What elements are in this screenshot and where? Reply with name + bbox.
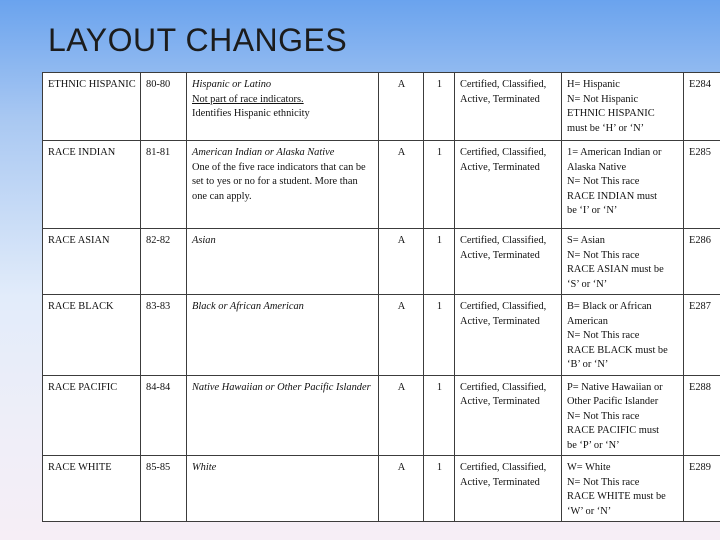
length-cell: 1 bbox=[424, 295, 455, 376]
description-title: Native Hawaiian or Other Pacific Islander bbox=[192, 381, 371, 393]
type-cell: A bbox=[379, 375, 424, 456]
value-line: ‘W’ or ‘N’ bbox=[567, 505, 612, 517]
value-line: ETHNIC HISPANIC bbox=[567, 108, 655, 119]
description-note: One of the five race indicators that can be set to yes or no for a student. More than one can apply. bbox=[192, 161, 366, 202]
length-cell: 1 bbox=[424, 229, 455, 295]
value-line: ‘B’ or ‘N’ bbox=[567, 359, 609, 370]
length-cell: 1 bbox=[424, 375, 455, 456]
error-code-cell: E289 bbox=[684, 456, 720, 522]
type-cell: A bbox=[379, 229, 424, 295]
type-cell: A bbox=[379, 295, 424, 376]
value-line: American bbox=[567, 315, 608, 327]
table-row bbox=[43, 141, 720, 229]
type-cell: A bbox=[379, 73, 424, 141]
values-cell bbox=[562, 73, 684, 141]
field-name-cell: RACE WHITE bbox=[43, 456, 141, 522]
value-line: must be ‘H’ or ‘N’ bbox=[567, 122, 645, 134]
value-line: Alaska Native bbox=[567, 161, 627, 173]
value-line: RACE PACIFIC must bbox=[567, 425, 660, 436]
status-cell: Certified, Classified, Active, Terminated bbox=[455, 229, 562, 295]
description-title: White bbox=[192, 462, 217, 473]
values-cell bbox=[562, 229, 684, 295]
description-cell bbox=[187, 73, 379, 141]
error-code-cell: E284 bbox=[684, 73, 720, 141]
value-line: N= Not Hispanic bbox=[567, 93, 639, 105]
length-cell: 1 bbox=[424, 141, 455, 229]
page-title: LAYOUT CHANGES bbox=[48, 22, 348, 58]
length-cell: 1 bbox=[424, 456, 455, 522]
table-row bbox=[43, 375, 720, 456]
value-line: RACE WHITE must be bbox=[567, 491, 666, 502]
position-cell: 83-83 bbox=[141, 295, 187, 376]
position-cell: 84-84 bbox=[141, 375, 187, 456]
status-cell: Certified, Classified, Active, Terminated bbox=[455, 375, 562, 456]
value-line: P= Native Hawaiian or bbox=[567, 381, 663, 393]
layout-table bbox=[42, 72, 720, 522]
values-cell bbox=[562, 375, 684, 456]
position-cell: 82-82 bbox=[141, 229, 187, 295]
value-line: N= Not This race bbox=[567, 249, 640, 261]
values-cell bbox=[562, 141, 684, 229]
value-line: N= Not This race bbox=[567, 176, 640, 187]
value-line: 1= American Indian or bbox=[567, 147, 662, 158]
value-line: N= Not This race bbox=[567, 476, 640, 488]
position-cell: 81-81 bbox=[141, 141, 187, 229]
description-cell bbox=[187, 456, 379, 522]
description-cell bbox=[187, 141, 379, 229]
field-name-cell: ETHNIC HISPANIC bbox=[43, 73, 141, 141]
values-cell bbox=[562, 456, 684, 522]
description-title: American Indian or Alaska Native bbox=[192, 147, 335, 158]
description-cell bbox=[187, 229, 379, 295]
value-line: RACE BLACK must be bbox=[567, 344, 668, 356]
status-cell: Certified, Classified, Active, Terminated bbox=[455, 73, 562, 141]
position-cell: 85-85 bbox=[141, 456, 187, 522]
type-cell: A bbox=[379, 141, 424, 229]
position-cell: 80-80 bbox=[141, 73, 187, 141]
value-line: be ‘P’ or ‘N’ bbox=[567, 439, 620, 451]
type-cell: A bbox=[379, 456, 424, 522]
status-cell: Certified, Classified, Active, Terminated bbox=[455, 456, 562, 522]
status-cell: Certified, Classified, Active, Terminated bbox=[455, 141, 562, 229]
description-note: Not part of race indicators. bbox=[192, 93, 304, 105]
field-name-cell: RACE BLACK bbox=[43, 295, 141, 376]
value-line: ‘S’ or ‘N’ bbox=[567, 278, 608, 290]
field-name-cell: RACE ASIAN bbox=[43, 229, 141, 295]
description-cell bbox=[187, 295, 379, 376]
value-line: W= White bbox=[567, 462, 611, 473]
value-line: N= Not This race bbox=[567, 410, 640, 422]
value-line: RACE INDIAN must bbox=[567, 190, 658, 202]
description-detail: Identifies Hispanic ethnicity bbox=[192, 108, 310, 119]
value-line: H= Hispanic bbox=[567, 79, 620, 90]
value-line: S= Asian bbox=[567, 235, 605, 246]
value-line: Other Pacific Islander bbox=[567, 396, 659, 407]
error-code-cell: E287 bbox=[684, 295, 720, 376]
value-line: RACE ASIAN must be bbox=[567, 264, 664, 275]
field-name-cell: RACE PACIFIC bbox=[43, 375, 141, 456]
error-code-cell: E285 bbox=[684, 141, 720, 229]
value-line: B= Black or African bbox=[567, 301, 652, 312]
value-line: N= Not This race bbox=[567, 330, 640, 341]
length-cell: 1 bbox=[424, 73, 455, 141]
table-row bbox=[43, 295, 720, 376]
error-code-cell: E286 bbox=[684, 229, 720, 295]
values-cell bbox=[562, 295, 684, 376]
table-row bbox=[43, 73, 720, 141]
value-line: be ‘I’ or ‘N’ bbox=[567, 205, 618, 216]
description-title: Black or African American bbox=[192, 301, 304, 312]
error-code-cell: E288 bbox=[684, 375, 720, 456]
status-cell: Certified, Classified, Active, Terminated bbox=[455, 295, 562, 376]
table-row bbox=[43, 229, 720, 295]
description-title: Asian bbox=[192, 235, 216, 246]
field-name-cell: RACE INDIAN bbox=[43, 141, 141, 229]
description-cell bbox=[187, 375, 379, 456]
description-title: Hispanic or Latino bbox=[192, 79, 272, 90]
table-row bbox=[43, 456, 720, 522]
